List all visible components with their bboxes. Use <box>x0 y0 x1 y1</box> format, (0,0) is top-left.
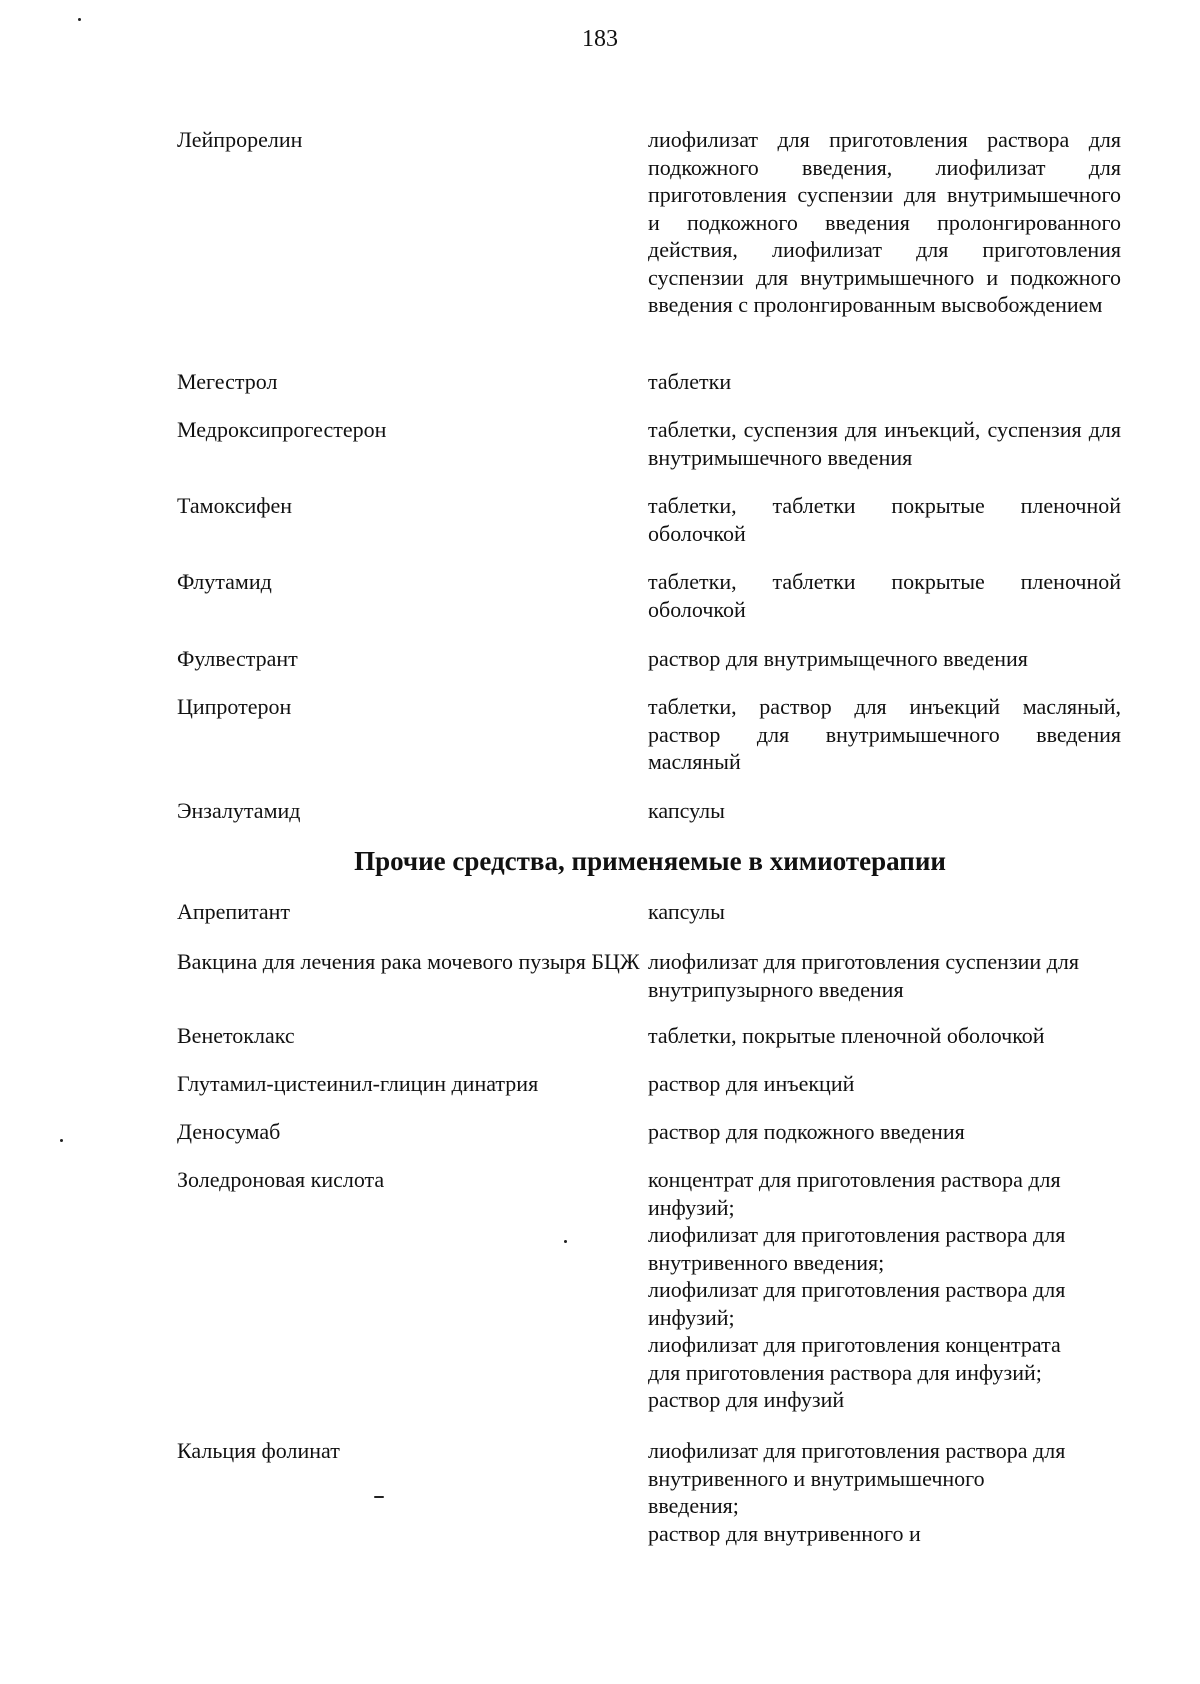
drug-name: Ципротерон <box>177 694 292 719</box>
dosage-form: таблетки, покрытые пленочной оболочкой <box>648 1023 1045 1048</box>
scan-speck <box>78 18 81 21</box>
drug-name: Тамоксифен <box>177 493 293 518</box>
drug-name: Флутамид <box>177 569 272 594</box>
scan-speck <box>374 1496 384 1498</box>
dosage-form-line: для приготовления раствора для инфузий; <box>648 1359 1042 1385</box>
scan-speck <box>564 1240 567 1243</box>
dosage-form-line: внутривенного введения; <box>648 1249 885 1275</box>
dosage-form-line: концентрат для приготовления раствора для <box>648 1167 1061 1192</box>
drug-name: Фулвестрант <box>177 646 298 671</box>
page-number: 183 <box>582 26 618 52</box>
dosage-form-line: раствор для инфузий <box>648 1387 845 1412</box>
dosage-form: раствор для внутримыщечного введения <box>648 646 1028 671</box>
dosage-form: таблетки, таблетки покрытые пленочной оболочкой <box>648 569 1121 622</box>
dosage-form: капсулы <box>648 899 725 924</box>
drug-name: Кальция фолинат <box>177 1438 340 1463</box>
dosage-form <box>648 1437 1121 1547</box>
drug-name: Апрепитант <box>177 899 291 924</box>
dosage-form-line: инфузий; <box>648 1304 735 1330</box>
dosage-form-line: внутривенного и внутримышечного <box>648 1465 985 1491</box>
dosage-form-line: инфузий; <box>648 1194 735 1220</box>
drug-name: Медроксипрогестерон <box>177 417 387 442</box>
dosage-form: таблетки, раствор для инъекций масляный, раствор для внутримышечного введения масляный <box>648 694 1121 774</box>
drug-name: Лейпрорелин <box>177 127 303 152</box>
drug-name: Глутамил-цистеинил-глицин динатрия <box>177 1071 539 1096</box>
drug-name: Мегестрол <box>177 369 278 394</box>
drug-name: Вакцина для лечения рака мочевого пузыря БЦЖ <box>177 949 640 974</box>
dosage-form-line: лиофилизат для приготовления раствора для <box>648 1277 1066 1302</box>
dosage-form-line: лиофилизат для приготовления раствора для <box>648 1222 1066 1247</box>
dosage-form-line: раствор для внутривенного и <box>648 1520 921 1546</box>
drug-name: Деносумаб <box>177 1119 281 1144</box>
dosage-form: лиофилизат для приготовления раствора для подкожного введения, лиофилизат для приготовления суспензии для внутримышечного и подкожного введения пролонгированного действия, лиофилизат для приготовления суспензии для внутримышечного и подкожного введения с пролонгированным высвобождением <box>648 127 1121 317</box>
dosage-form: капсулы <box>648 798 725 823</box>
dosage-form-line: введения; <box>648 1493 739 1518</box>
dosage-form-line: лиофилизат для приготовления концентрата <box>648 1332 1061 1357</box>
drug-name: Венетоклакс <box>177 1023 295 1048</box>
dosage-form: раствор для подкожного введения <box>648 1119 965 1144</box>
dosage-form: таблетки <box>648 369 732 394</box>
dosage-form: таблетки, таблетки покрытые пленочной оболочкой <box>648 493 1121 546</box>
dosage-form: лиофилизат для приготовления суспензии для внутрипузырного введения <box>648 949 1079 1002</box>
section-title: Прочие средства, применяемые в химиотерапии <box>354 846 946 876</box>
dosage-form: таблетки, суспензия для инъекций, суспензия для внутримышечного введения <box>648 417 1121 470</box>
scan-speck <box>60 1139 63 1142</box>
drug-name: Энзалутамид <box>177 798 301 823</box>
dosage-form-line: лиофилизат для приготовления раствора для <box>648 1438 1066 1463</box>
dosage-form: раствор для инъекций <box>648 1071 855 1096</box>
drug-name: Золедроновая кислота <box>177 1167 385 1192</box>
dosage-form <box>648 1166 1121 1414</box>
